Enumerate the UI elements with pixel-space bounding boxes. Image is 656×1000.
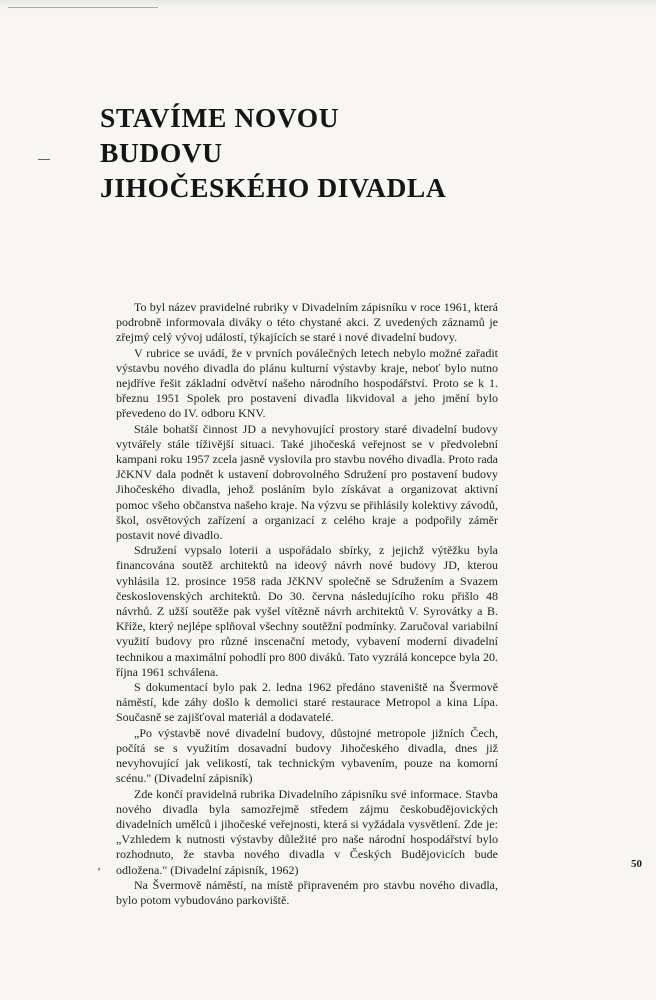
paragraph-2: V rubrice se uvádí, že v prvních poválečných letech nebylo možné zařadit výstavbu nového divadla do plánu kulturní výstavby kraje, neboť bylo nutno nejdříve řešit základní odvětví našeho národního hospodářství. Proto se k 1. březnu 1951 Spolek pro postavení divadla likvidoval a jeho jmění bylo převedeno do IV. odboru KNV. <box>116 345 498 421</box>
page-title <box>100 100 560 205</box>
stray-mark: ‚ <box>97 858 101 872</box>
scan-mark-side <box>38 159 50 160</box>
paragraph-7: Zde končí pravidelná rubrika Divadelního zápisníku své informace. Stavba nového divadla byla samozřejmě středem zájmu českobudějovických divadelních umělců i jihočeské veřejnosti, která si vyžádala vysvětlení. Zde je: „Vzhledem k nutnosti výstavby důležité pro naše národní hospodářství bylo rozhodnuto, že stavba nového divadla v Českých Budějovicích bude odložena." (Divadelní zápisník, 1962) <box>116 786 498 877</box>
scan-mark-top <box>8 7 158 8</box>
title-line-3: JIHOČESKÉHO DIVADLA <box>100 172 447 203</box>
paragraph-4: Sdružení vypsalo loterii a uspořádalo sbírky, z jejichž výtěžku byla financována soutěž architektů na ideový návrh nové budovy JD, kterou vyhlásila 12. prosince 1958 rada JčKNV společně se Sdružením a Svazem československých architektů. Do 30. června následujícího roku přišlo 48 návrhů. Z užší soutěže pak vyšel vítězně návrh architektů V. Syrovátky a B. Kříže, který nejlépe splňoval všechny soutěžní podmínky. Zaručoval variabilní využití budovy pro různé inscenační metody, vybavení moderní divadelní technikou a maximální pohodlí pro 800 diváků. Tato vyzrálá koncepce byla 20. října 1961 schválena. <box>116 543 498 679</box>
paragraph-3: Stále bohatší činnost JD a nevyhovující prostory staré divadelní budovy vytvářely stále tíživější situaci. Také jihočeská veřejnost se v předvolební kampani roku 1957 zcela jasně vyslovila pro stavbu nového divadla. Proto rada JčKNV dala podnět k ustavení dobrovolného Sdružení pro postavení budovy Jihočeského divadla, jehož posláním bylo získávat a organizovat aktivní pomoc všeho občanstva našeho kraje. Na výzvu se přihlásily kolektivy závodů, škol, osvětových zařízení a organizací z celého kraje a podpořily záměr postavit nové divadlo. <box>116 421 498 543</box>
article-body <box>116 300 498 908</box>
paragraph-1: To byl název pravidelné rubriky v Divadelním zápisníku v roce 1961, která podrobně informovala diváky o této chystané akci. Z uvedených záznamů je zřejmý celý vývoj událostí, týkajících se staré i nové divadelní budovy. <box>116 300 498 345</box>
title-line-2: BUDOVU <box>100 137 223 168</box>
paragraph-6: „Po výstavbě nové divadelní budovy, důstojné metropole jižních Čech, počítá se s využitím dosavadní budovy Jihočeského divadla, dnes již nevyhovující jak velikostí, tak technickým vybavením, pouze na komorní scénu." (Divadelní zápisník) <box>116 725 498 786</box>
title-line-1: STAVÍME NOVOU <box>100 102 340 133</box>
paragraph-5: S dokumentací bylo pak 2. ledna 1962 předáno staveniště na Švermově náměstí, kde záhy došlo k demolici staré restaurace Metropol a kina Lípa. Současně se zajišťoval materiál a dodavatelé. <box>116 680 498 725</box>
page-number: 50 <box>631 858 642 870</box>
paragraph-8: Na Švermově náměstí, na místě připraveném pro stavbu nového divadla, bylo potom vybudováno parkoviště. <box>116 877 498 907</box>
